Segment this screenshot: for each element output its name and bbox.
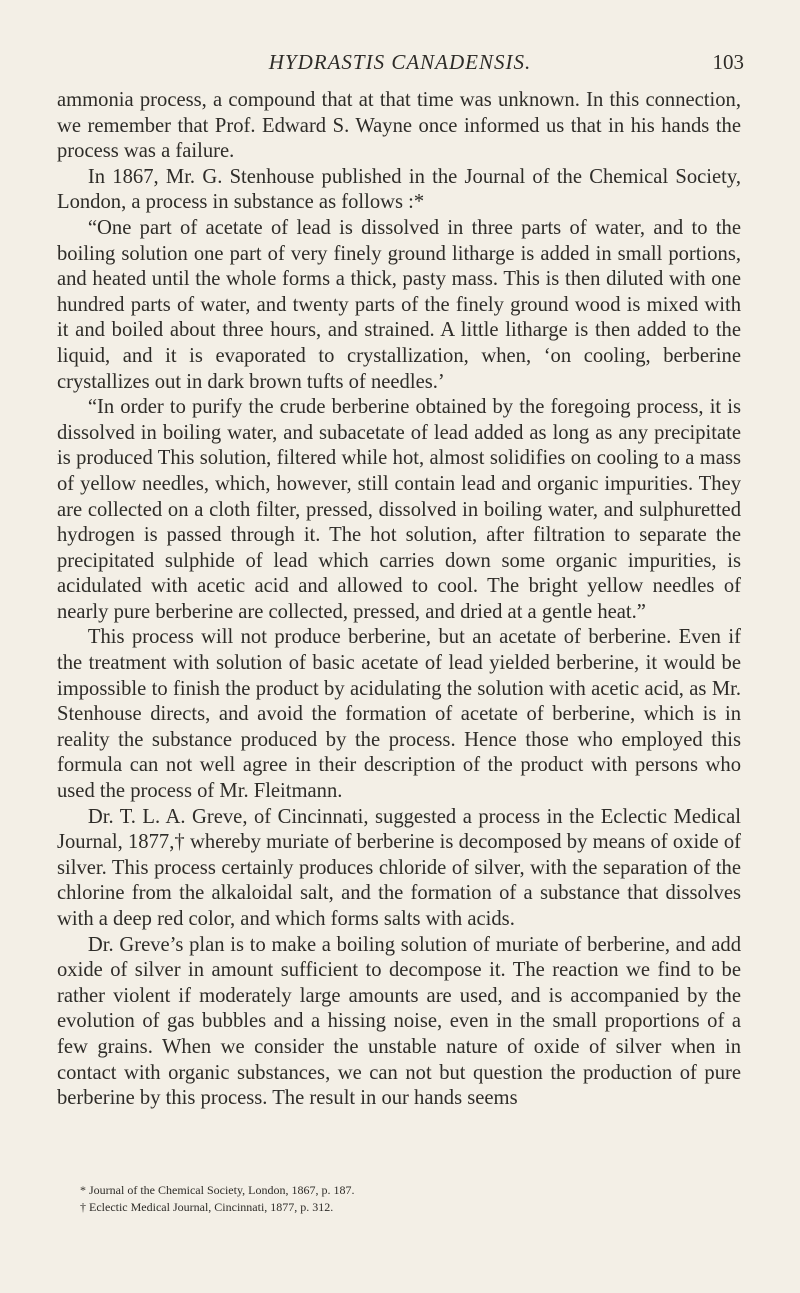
- paragraph: This process will not produce berberine, but an acetate of berberine. Even if the treatment with solution of basic acetate of lead yielded berberine, it would be impossible to finish the product by acidulating the solution with acetic acid, as Mr. Stenhouse directs, and avoid the formation of acetate of berberine, which is in reality the substance produced by the process. Hence those who employed this formula can not well agree in their description of the product with persons who used the process of Mr. Fleitmann.: [57, 626, 741, 803]
- paragraph: In 1867, Mr. G. Stenhouse published in the Journal of the Chemical Society, London, a process in substance as follows :*: [57, 165, 741, 214]
- page-header: [0, 50, 800, 84]
- paragraph: ammonia process, a compound that at that time was unknown. In this connection, we remember that Prof. Edward S. Wayne once informed us that in his hands the process was a failure.: [57, 89, 741, 163]
- paragraph: Dr. T. L. A. Greve, of Cincinnati, suggested a process in the Eclectic Medical Journal, 1877,† whereby muriate of berberine is decomposed by means of oxide of silver. This process certainly produces chloride of silver, with the separation of the chlorine from the alkaloidal salt, and the formation of a substance that dissolves with a deep red color, and which forms salts with acids.: [57, 805, 741, 930]
- footnote: † Eclectic Medical Journal, Cincinnati, 1877, p. 312.: [80, 1200, 334, 1214]
- footnote: * Journal of the Chemical Society, London, 1867, p. 187.: [80, 1183, 355, 1197]
- page-number: 103: [712, 50, 744, 74]
- quoted-paragraph: “One part of acetate of lead is dissolved in three parts of water, and to the boiling solution one part of very finely ground litharge is added in small portions, and heated until the whole forms a thick, pasty mass. This is then diluted with one hundred parts of water, and twenty parts of the finely ground wood is mixed with it and boiled about three hours, and strained. A little litharge is then added to the liquid, and it is evaporated to crystallization, when, ‘on cooling, berberine crystallizes out in dark brown tufts of needles.’: [57, 216, 741, 393]
- body-text: [57, 88, 741, 1112]
- quoted-paragraph: “In order to purify the crude berberine obtained by the foregoing process, it is dissolved in boiling water, and subacetate of lead added as long as any precipitate is produced This solution, filtered while hot, almost solidifies on cooling to a mass of yellow needles, which, however, still contain lead and organic impurities. They are collected on a cloth filter, pressed, dissolved in boiling water, and sulphuretted hydrogen is passed through it. The hot solution, after filtration to separate the precipitated sulphide of lead which carries down some organic impurities, is acidulated with acetic acid and allowed to cool. The bright yellow needles of nearly pure berberine are collected, pressed, and dried at a gentle heat.”: [57, 396, 741, 623]
- running-title: HYDRASTIS CANADENSIS.: [268, 50, 532, 74]
- footnotes: [80, 1182, 720, 1216]
- paragraph: Dr. Greve’s plan is to make a boiling solution of muriate of berberine, and add oxide of silver in amount sufficient to decompose it. The reaction we find to be rather violent if moderately large amounts are used, and is accompanied by the evolution of gas bubbles and a hissing noise, even in the small proportions of a few grains. When we consider the unstable nature of oxide of silver when in contact with organic substances, we can not but question the production of pure berberine by this process. The result in our hands seems: [57, 933, 741, 1110]
